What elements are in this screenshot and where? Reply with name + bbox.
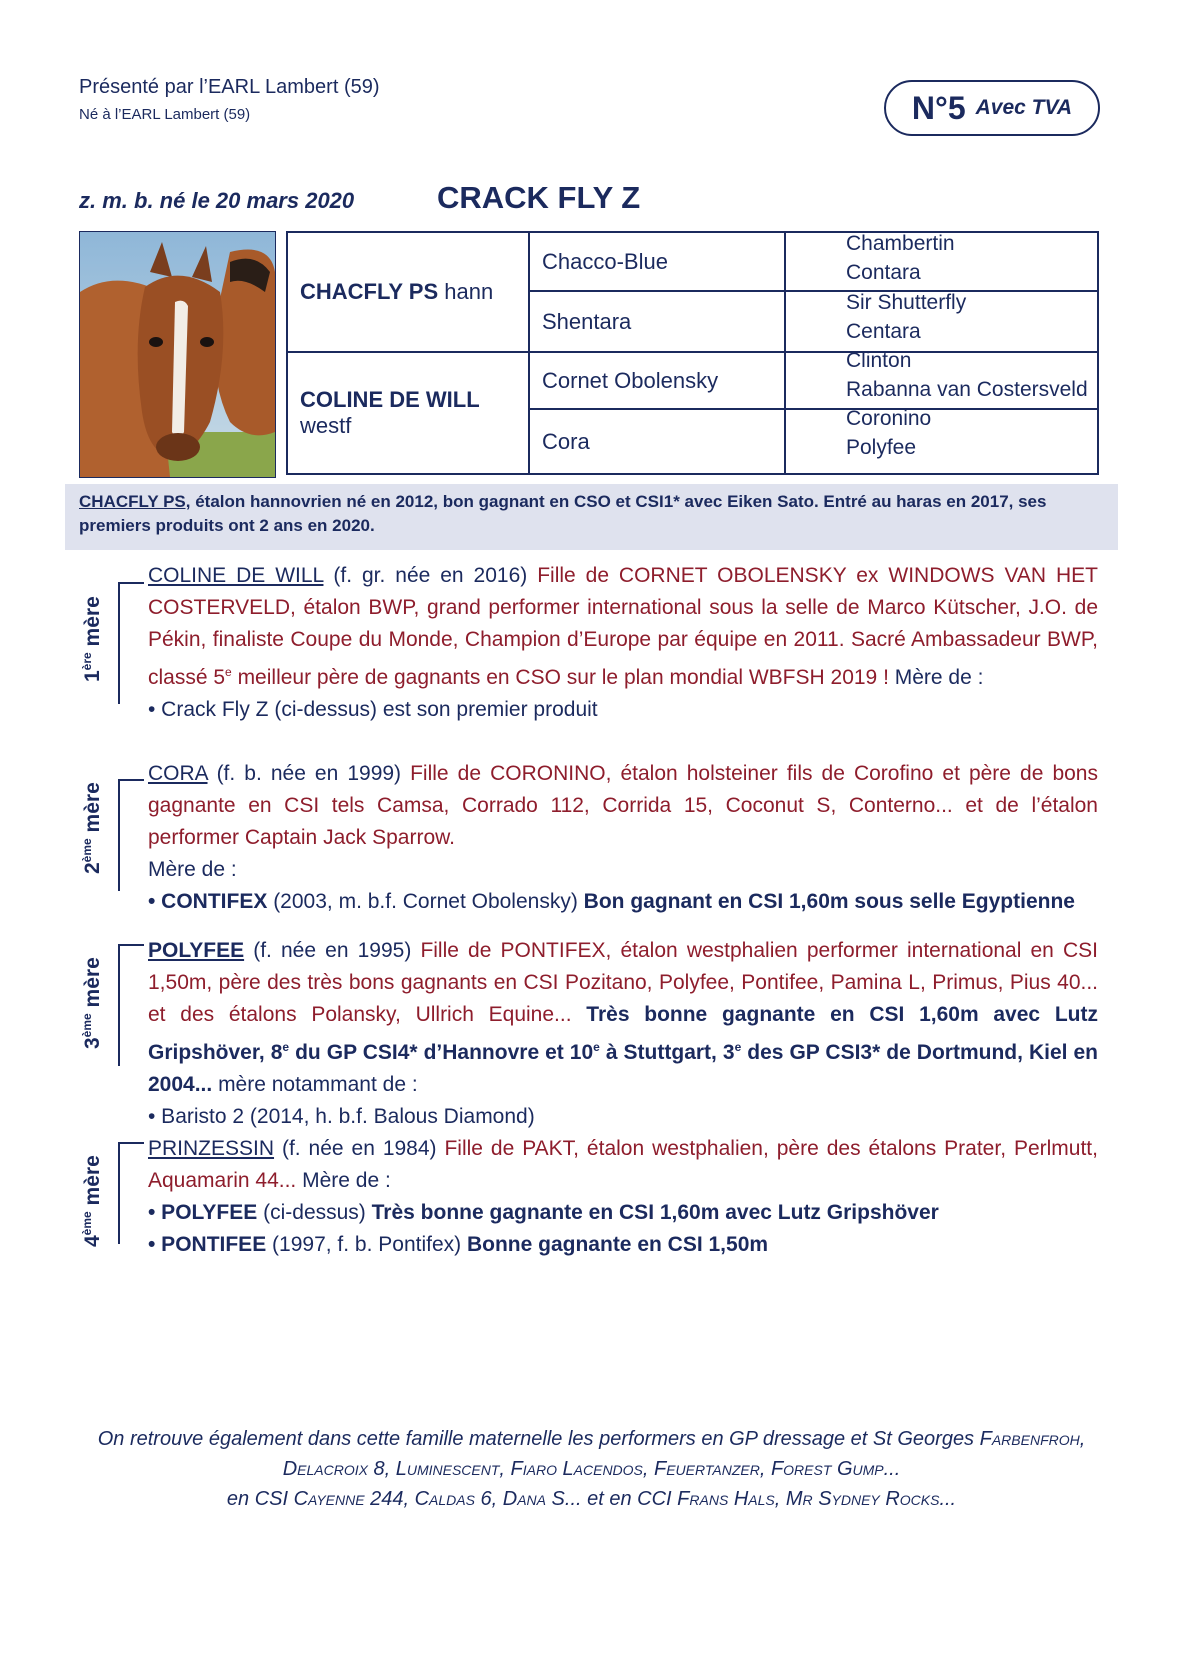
mother-3-description: Fille de PONTIFEX, étalon westphalien performer international en CSI 1,50m, père des très bons gagnants en CSI Pozitano, Polyfee, Pontifee, Pamina L, Primus, Pius 40... et des étalons Polansky, Ullrich Equine... <box>148 939 1098 1026</box>
mother-3: POLYFEE (f. née en 1995) Fille de PONTIFEX, étalon westphalien performer international en CSI 1,50m, père des très bons gagnants en CSI Pozitano, Polyfee, Pontifee, Pamina L, Primus, Pius 40... et des étalons Polansky, Ullrich Equine... Très bonne gagnante en CSI 1,60m avec Lutz Gripshöver, 8e du GP CSI4* d’Hannovre et 10e à Stuttgart, 3e des GP CSI3* de Dortmund, Kiel en 2004... mère notammant de : • Baristo 2 (2014, h. b.f. Balous Diamond) <box>148 935 1098 1133</box>
family-footer: On retrouve également dans cette famille maternelle les performers en GP dressage et St Georges Farbenfroh, Delacroix 8, Luminescent, Fiaro Lacendos, Feuertanzer, Forest Gump... en CSI Cayenne 244, Caldas 6, Dana S... et en CCI Frans Hals, Mr Sydney Rocks... <box>97 1428 1086 1510</box>
great-grandparent-5: Clinton <box>846 349 912 372</box>
generation-label-2: 2ème mère <box>80 782 104 874</box>
great-grandparent-2: Contara <box>846 261 921 284</box>
foal-photo-icon <box>80 232 275 477</box>
presenter-line: Présenté par l’EARL Lambert (59) <box>79 76 380 98</box>
mother-3-name: POLYFEE <box>148 939 245 962</box>
great-grandparent-1: Chambertin <box>846 232 955 255</box>
generation-bracket-2 <box>118 779 144 891</box>
mother-1-description: Fille de CORNET OBOLENSKY ex WINDOWS VAN HET COSTERVELD, étalon BWP, grand performer international sous la selle de Marco Kütscher, J.O. de Pékin, finaliste Coupe du Monde, Champion d’Europe par équipe en 2011. Sacré Ambassadeur BWP, classé 5 <box>148 564 1099 689</box>
mother-3-offspring: • Baristo 2 (2014, h. b.f. Balous Diamond) <box>148 1105 535 1128</box>
sire-note-name: CHACFLY PS, <box>79 492 191 511</box>
generation-label-3: 3ème mère <box>80 957 104 1049</box>
sire-cell <box>288 233 528 351</box>
great-grandparents-3 <box>834 346 1099 404</box>
grandparent-2: Shentara <box>542 308 632 334</box>
mother-1-name: COLINE DE WILL <box>148 564 324 587</box>
sire-name: CHACFLY PS <box>300 279 439 304</box>
horse-name: CRACK FLY Z <box>437 180 641 215</box>
lot-tva: Avec TVA <box>975 96 1073 119</box>
generation-bracket-3 <box>118 944 144 1066</box>
mother-4-name: PRINZESSIN <box>148 1137 275 1160</box>
grandparent-4: Cora <box>542 428 590 454</box>
sire-note-text: étalon hannovrien né en 2012, bon gagnant en CSO et CSI1* avec Eiken Sato. Entré au haras en 2017, ses premiers produits ont 2 ans en 2020. <box>79 492 1047 535</box>
great-grandparent-4: Centara <box>846 320 921 343</box>
horse-description: z. m. b. né le 20 mars 2020 <box>79 188 355 213</box>
great-grandparent-8: Polyfee <box>846 436 917 459</box>
mother-4-offspring-2: • PONTIFEE (1997, f. b. Pontifex) Bonne gagnante en CSI 1,50m <box>148 1233 769 1256</box>
great-grandparents-2 <box>834 288 1099 346</box>
mother-2-name: CORA <box>148 762 208 785</box>
great-grandparents-4 <box>834 404 1099 462</box>
lot-badge <box>884 80 1100 136</box>
sire-note <box>65 484 1118 550</box>
dam-cell <box>288 353 528 473</box>
mother-2-offspring: • CONTIFEX (2003, m. b.f. Cornet Obolensky) Bon gagnant en CSI 1,60m sous selle Egyptienne <box>148 890 1075 913</box>
great-grandparent-3: Sir Shutterfly <box>846 291 967 314</box>
generation-bracket-4 <box>118 1142 144 1244</box>
dam-name: COLINE DE WILL <box>300 387 480 412</box>
mother-4-offspring-1: • POLYFEE (ci-dessus) Très bonne gagnante en CSI 1,60m avec Lutz Gripshöver <box>148 1201 939 1224</box>
mother-2: CORA (f. b. née en 1999) Fille de CORONINO, étalon holsteiner fils de Corofino et père de bons gagnante en CSI tels Camsa, Corrado 112, Corrida 15, Coconut S, Conterno... et de l’étalon performer Captain Jack Sparrow. Mère de : • CONTIFEX (2003, m. b.f. Cornet Obolensky) Bon gagnant en CSI 1,60m sous selle Egyptienne <box>148 758 1098 918</box>
great-grandparent-6: Rabanna van Costersveld <box>846 378 1088 401</box>
sire-stud: hann <box>444 279 494 304</box>
generation-label-1: 1ère mère <box>80 596 104 682</box>
generation-label-4: 4ème mère <box>80 1155 104 1247</box>
lot-number: N°5 <box>911 89 966 126</box>
grandparent-3: Cornet Obolensky <box>542 367 719 393</box>
mother-4: PRINZESSIN (f. née en 1984) Fille de PAKT, étalon westphalien, père des étalons Prater, Perlmutt, Aquamarin 44... Mère de : • POLYFEE (ci-dessus) Très bonne gagnante en CSI 1,60m avec Lutz Gripshöver • PONTIFEE (1997, f. b. Pontifex) Bonne gagnante en CSI 1,50m <box>148 1133 1098 1261</box>
mother-1: COLINE DE WILL (f. gr. née en 2016) Fille de CORNET OBOLENSKY ex WINDOWS VAN HET COSTERVELD, étalon BWP, grand performer international sous la selle de Marco Kütscher, J.O. de Pékin, finaliste Coupe du Monde, Champion d’Europe par équipe en 2011. Sacré Ambassadeur BWP, classé 5e meilleur père de gagnants en CSO sur le plan mondial WBFSH 2019 ! Mère de : • Crack Fly Z (ci-dessus) est son premier produit <box>148 560 1098 726</box>
foal-photo <box>79 231 276 478</box>
pedigree-table <box>286 231 1099 475</box>
great-grandparent-7: Coronino <box>846 407 932 430</box>
grandparent-1: Chacco-Blue <box>542 248 668 274</box>
generation-bracket-1 <box>118 582 144 704</box>
dam-stud: westf <box>300 413 352 438</box>
mother-2-description: Fille de CORONINO, étalon holsteiner fils de Corofino et père de bons gagnante en CSI tels Camsa, Corrado 112, Corrida 15, Coconut S, Conterno... et de l’étalon performer Captain Jack Sparrow. <box>148 762 1098 849</box>
mother-4-description: Fille de PAKT, étalon westphalien, père des étalons Prater, Perlmutt, Aquamarin 44... <box>148 1137 1098 1192</box>
birthplace-line: Né à l’EARL Lambert (59) <box>79 106 251 123</box>
great-grandparents-1 <box>834 229 1099 287</box>
mother-1-offspring: • Crack Fly Z (ci-dessus) est son premier produit <box>148 698 598 721</box>
mother-3-performance: Très bonne gagnante en CSI 1,60m avec Lutz Gripshöver, 8e du GP CSI4* d’Hannovre et 10e à Stuttgart, 3e des GP CSI3* de Dortmund, Kiel en 2004... <box>148 1003 1098 1096</box>
